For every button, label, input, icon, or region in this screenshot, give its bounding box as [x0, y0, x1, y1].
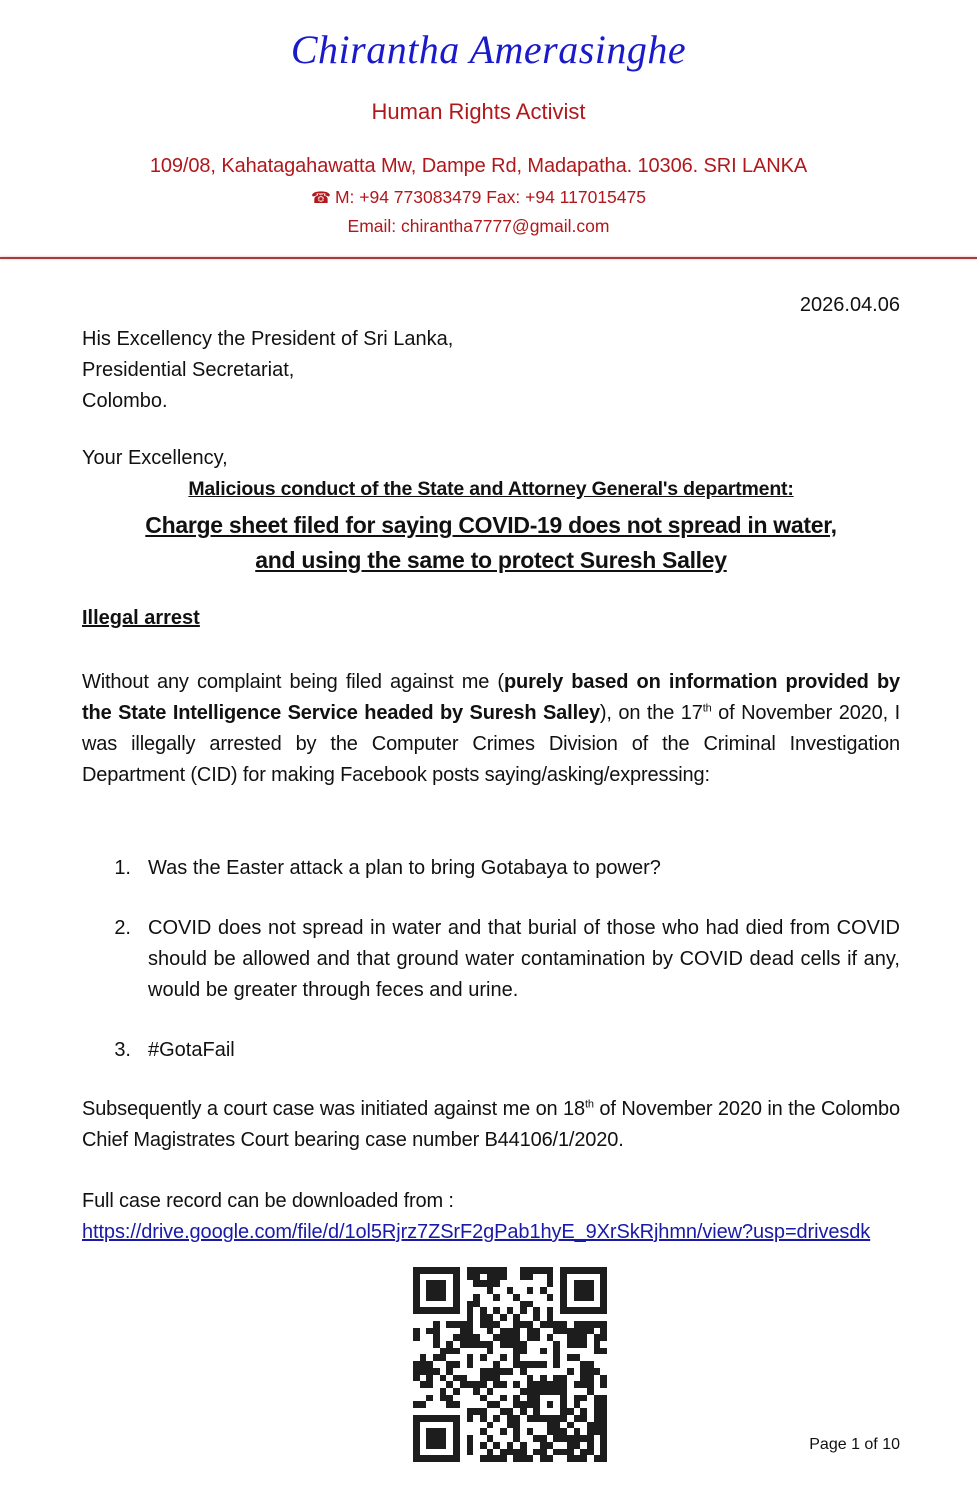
recipient-address: [82, 324, 453, 417]
subject-line-3: and using the same to protect Suresh Salley: [255, 547, 727, 573]
letterhead-role: Human Rights Activist: [371, 99, 586, 124]
ordinal-suffix: th: [702, 702, 712, 715]
salutation: Your Excellency,: [82, 447, 228, 469]
header-divider: [0, 257, 977, 259]
page-number: Page 1 of 10: [809, 1436, 900, 1453]
contact-numbers: M: +94 773083479 Fax: +94 117015475: [334, 187, 646, 207]
paragraph-court-case: [82, 1094, 900, 1156]
qr-code[interactable]: [413, 1267, 607, 1462]
subject-line-1: Malicious conduct of the State and Attorney General's department:: [188, 478, 794, 500]
list-item: [82, 1035, 900, 1066]
recipient-line: Presidential Secretariat,: [82, 359, 295, 381]
paragraph-text: ), on the 17: [599, 702, 703, 724]
subject-line-2: Charge sheet filed for saying COVID-19 does not spread in water,: [145, 512, 837, 538]
paragraph-text: of November 2020, I was illegally arrested by the Computer Crimes Division of the Criminal Investigation Department (CID) for making Facebook posts saying/asking/expressing:: [82, 702, 900, 786]
telephone-icon: ☎: [311, 190, 331, 207]
recipient-line: Colombo.: [82, 390, 168, 412]
list-number: 1.: [114, 857, 131, 879]
list-text: #GotaFail: [148, 1039, 235, 1061]
subject-title: [0, 508, 977, 578]
paragraph-text: Without any complaint being filed against me (: [82, 671, 504, 693]
letterhead-email: Email: chirantha7777@gmail.com: [347, 216, 610, 236]
recipient-line: His Excellency the President of Sri Lanka,: [82, 328, 454, 350]
paragraph-arrest: [82, 667, 900, 791]
paragraph-download: Full case record can be downloaded from :: [82, 1190, 454, 1212]
paragraph-text: of November 2020 in the Colombo Chief Magistrates Court bearing case number B44106/1/2020.: [82, 1098, 900, 1151]
list-item: [82, 913, 900, 1006]
list-text: Was the Easter attack a plan to bring Gotabaya to power?: [148, 857, 661, 879]
letter-date: 2026.04.06: [799, 294, 900, 316]
letterhead-phone: [0, 187, 957, 208]
list-item: [82, 853, 900, 884]
list-number: 3.: [114, 1039, 131, 1061]
list-number: 2.: [114, 917, 131, 939]
paragraph-bold-text: purely based on information provided by the State Intelligence Service headed by Suresh Salley: [82, 671, 900, 724]
ordinal-suffix: th: [585, 1098, 594, 1111]
case-record-link[interactable]: https://drive.google.com/file/d/1ol5Rjrz7ZSrF2gPab1hyE_9XrSkRjhmn/view?usp=drivesdk: [82, 1221, 871, 1243]
letterhead-address: 109/08, Kahatagahawatta Mw, Dampe Rd, Madapatha. 10306. SRI LANKA: [149, 155, 808, 177]
list-text: COVID does not spread in water and that burial of those who had died from COVID should be allowed and that ground water contamination by COVID dead cells if any, would be greater through feces and urine.: [148, 917, 900, 1001]
letterhead-name: Chirantha Amerasinghe: [290, 27, 687, 72]
posts-list: [82, 853, 900, 1095]
paragraph-text: Subsequently a court case was initiated against me on 18: [82, 1098, 586, 1120]
section-heading: Illegal arrest: [82, 607, 200, 629]
